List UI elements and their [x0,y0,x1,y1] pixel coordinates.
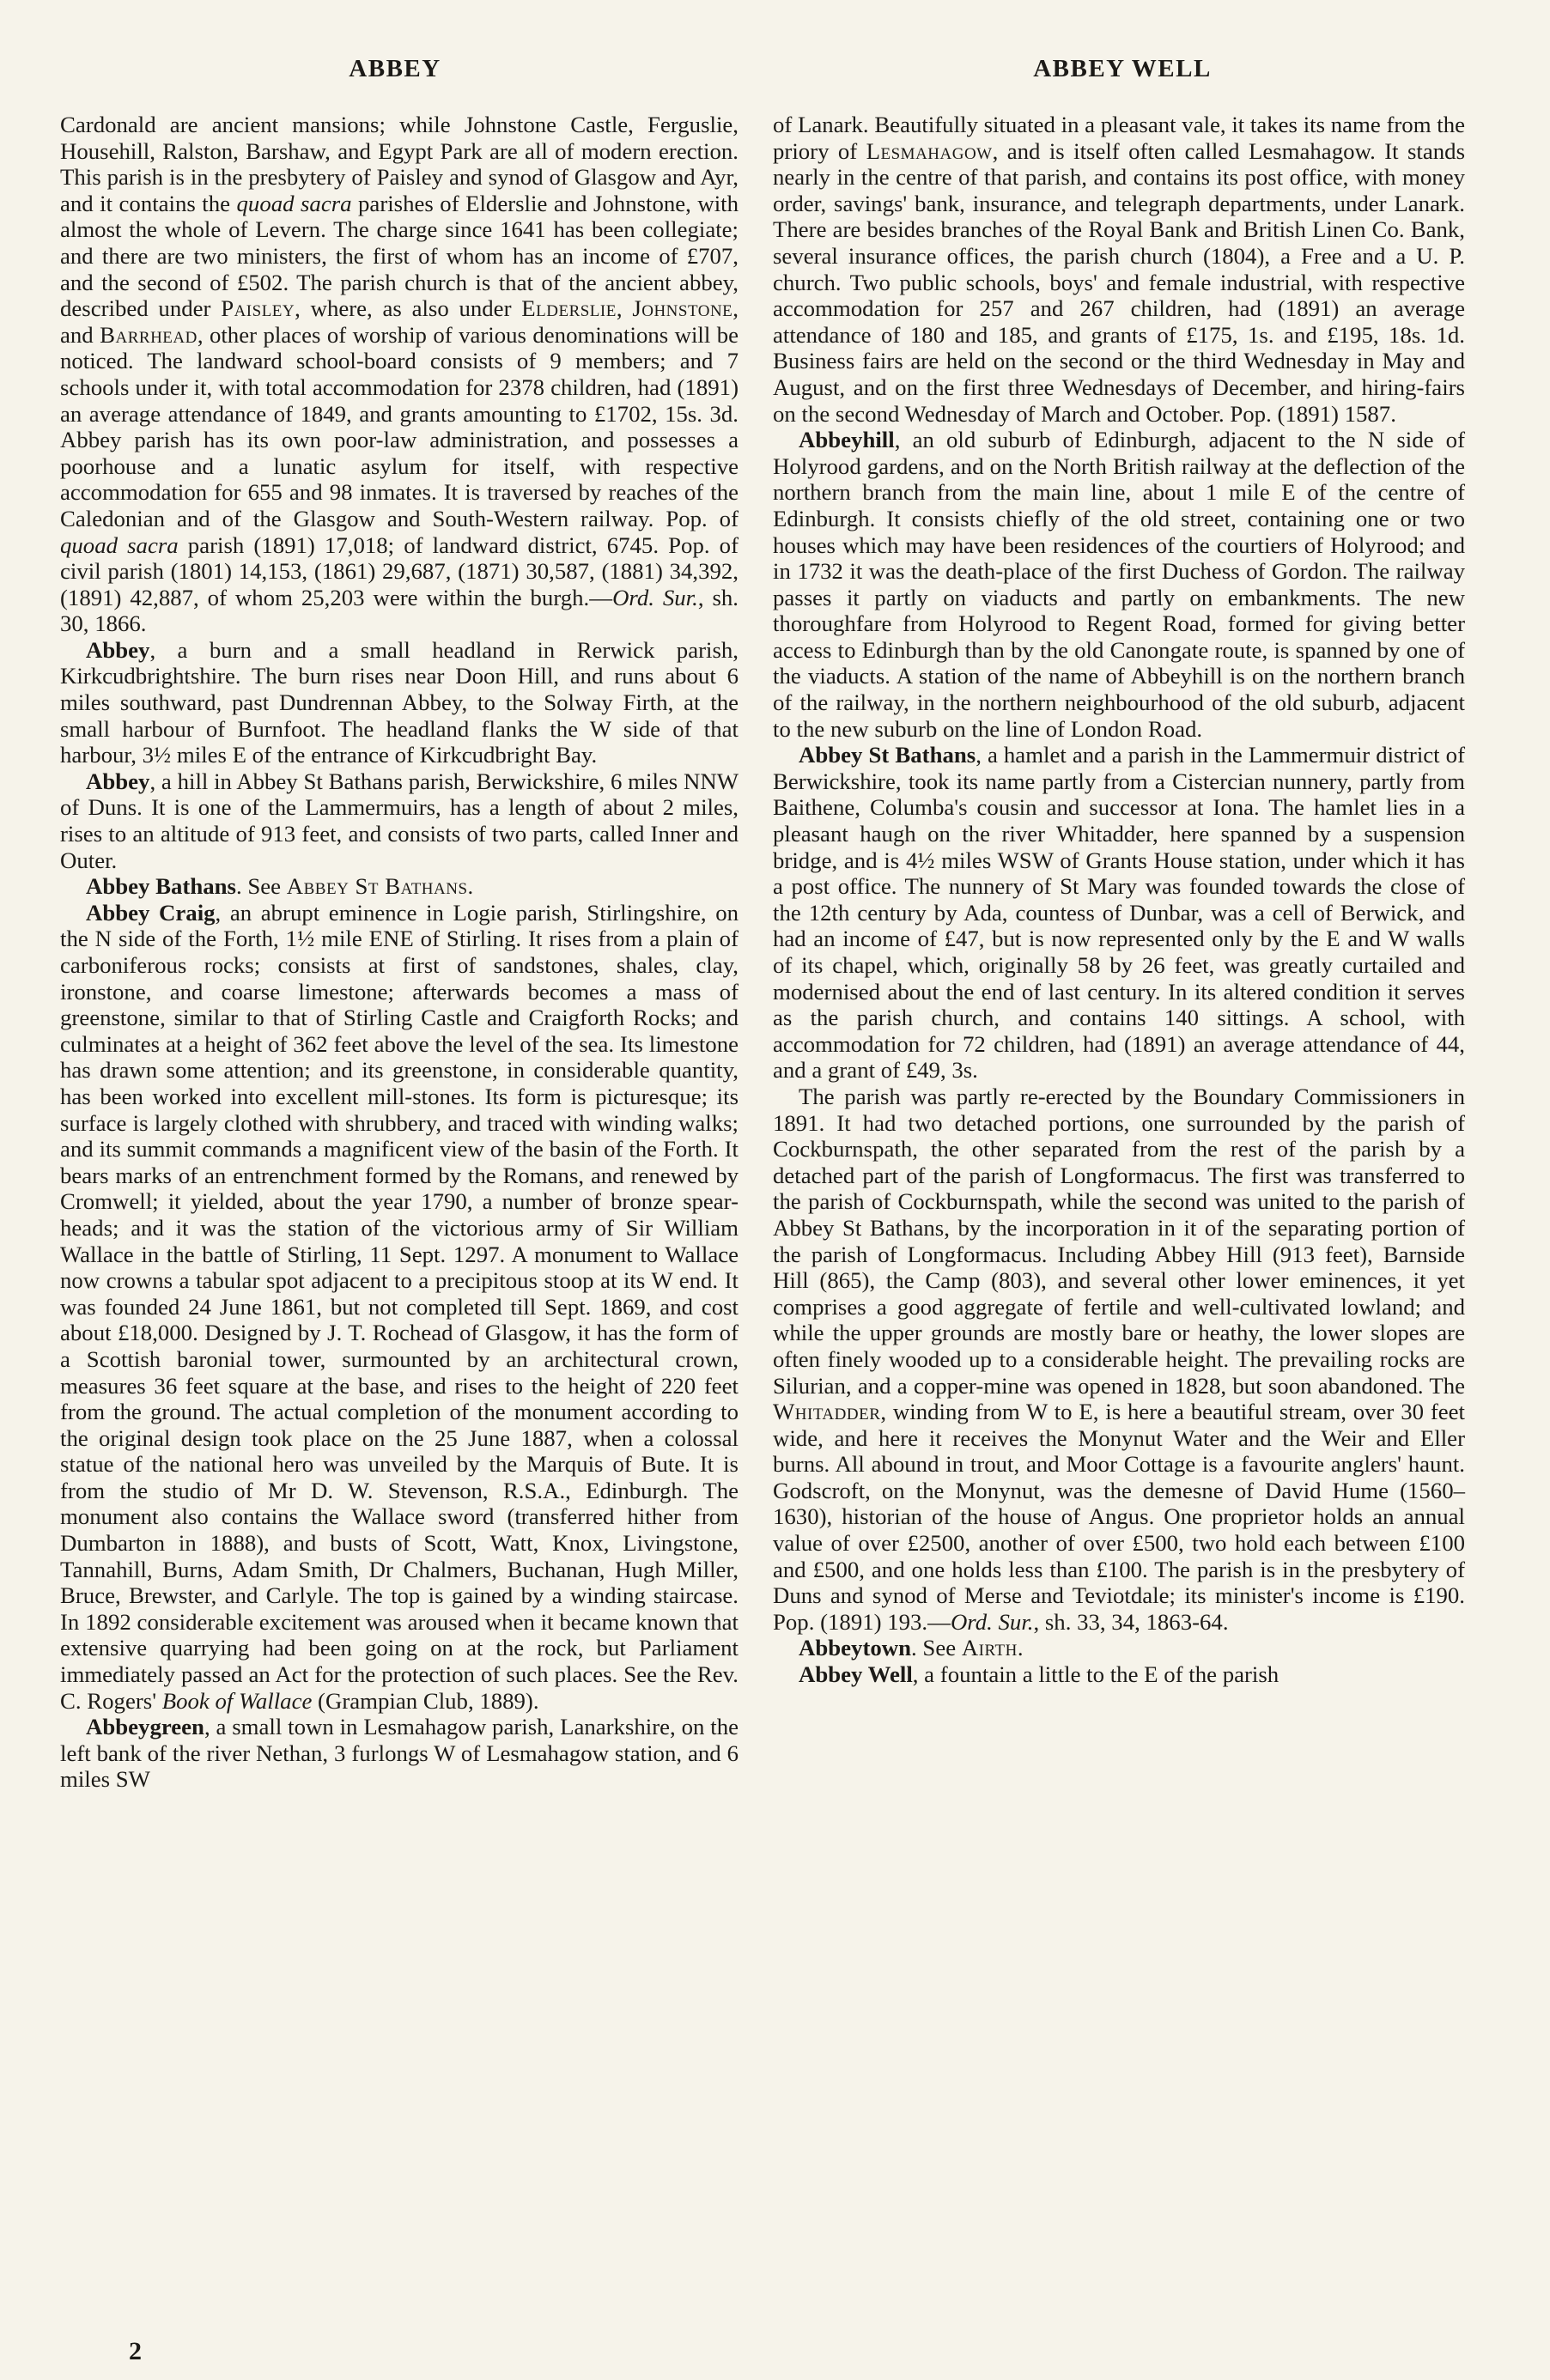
cross-reference: Johnstone [632,295,733,322]
entry-text: . [1017,1635,1024,1661]
entry-text: . See [911,1635,962,1661]
entry-abbeyhill [773,427,1465,742]
entry-headword: Abbeyhill [799,427,895,453]
page-number: 2 [129,2337,142,2365]
entry-text: . See [235,873,287,900]
cross-reference: Abbey St Bathans [286,873,468,900]
entry-abbey-well [773,1661,1465,1688]
entry-text: The parish was partly re-erected by the Boundary Commissioners in 1891. It had two detached portions, one surrounded by the parish of Cockburnspath, the other separated from the rest of the parish by a detached part of the parish of Longformacus. The first was transferred to the parish of Cockburnspath, while the second was united to the parish of Abbey St Bathans, by the incorporation in it of the separating portion of the parish of Longformacus. Including Abbey Hill (913 feet), Barnside Hill (865), the Camp (803), and several other lower eminences, it yet comprises a good aggregate of fertile and well-cultivated lowland; and while the upper grounds are mostly bare or heathy, the lower slopes are often finely wooded up to a considerable height. The prevailing rocks are Silurian, and a copper-mine was opened in 1828, but soon abandoned. The [773,1083,1465,1399]
left-column [60,112,739,1793]
entry-headword: Abbey [86,768,150,794]
cross-reference: Airth [961,1635,1018,1661]
entry-abbey-bathans [60,873,739,900]
entry-abbey-hill [60,768,739,873]
cross-reference: Barrhead [100,321,198,348]
entry-headword: Abbey Well [799,1661,913,1688]
entry-text: , and [60,295,739,348]
entry-text: Cardonald are ancient mansions; while Johnstone Castle, Ferguslie, Househill, Ralston, Barshaw, and Egypt Park are all of modern erection. This parish is in the presbytery of Paisley and synod of Glasgow and Ayr, and it contains the [60,112,739,216]
entry-text: , an old suburb of Edinburgh, adjacent to the N side of Holyrood gardens, and on the North British railway at the deflection of the northern branch from the main line, about 1 mile E of the centre of Edinburgh. It consists chiefly of the old street, containing one or two houses which may have been residences of the courtiers of Holyrood; and in 1732 it was the death-place of the first Duchess of Gordon. The railway passes it partly on viaducts and partly on embankments. The new thoroughfare from Holyrood to Regent Road, formed for giving better access to Edinburgh than by the old Canongate route, is spanned by one of the viaducts. A station of the name of Abbeyhill is on the northern branch of the railway, in the northern neighbourhood of the old suburb, adjacent to the new suburb on the line of London Road. [773,427,1465,742]
entry-abbey-st-bathans [773,742,1465,1084]
italic-text: quoad sacra [236,190,352,216]
entry-text: , an abrupt eminence in Logie parish, Stirlingshire, on the N side of the Forth, 1½ mile ENE of Stirling. It rises from a plain of carboniferous rocks; consists at first of sandstones, shales, clay, ironstone, and coarse limestone; afterwards becomes a mass of greenstone, similar to that of Stirling Castle and Craigforth Rocks; and culminates at a height of 362 feet above the level of the sea. Its limestone has drawn some attention; and its greenstone, in considerable quantity, has been worked into excellent mill-stones. Its form is picturesque; its surface is largely clothed with shrubbery, and traced with winding walks; and its summit commands a magnificent view of the basin of the Forth. It bears marks of an entrenchment formed by the Romans, and renewed by Cromwell; it yielded, about the year 1790, a number of bronze spear-heads; and it was the station of the victorious army of Sir William Wallace in the battle of Stirling, 11 Sept. 1297. A monument to Wallace now crowns a tabular spot adjacent to a precipitous stoop at its W end. It was founded 24 June 1861, but not completed till Sept. 1869, and cost about £18,000. Designed by J. T. Rochead of Glasgow, it has the form of a Scottish baronial tower, surmounted by an architectural crown, measures 36 feet square at the base, and rises to the height of 220 feet from the ground. The actual completion of the monument according to the original design took place on the 25 June 1887, when a colossal statue of the national hero was unveiled by the Marquis of Bute. It is from the studio of Mr D. W. Stevenson, R.S.A., Edinburgh. The monument also contains the Wallace sword (transferred hither from Dumbarton in 1888), and busts of Scott, Watt, Knox, Livingstone, Tannahill, Burns, Adam Smith, Dr Chalmers, Buchanan, Hugh Miller, Bruce, Brewster, and Carlyle. The top is gained by a winding staircase. In 1892 considerable excitement was aroused when it became known that extensive quarrying had been going on at the rock, but Parliament immediately passed an Act for the protection of such places. See the Rev. C. Rogers' [60,899,739,1714]
italic-text: Book of Wallace [161,1687,313,1714]
entry-text: (Grampian Club, 1889). [312,1687,539,1714]
entry-text: , other places of worship of various denominations will be noticed. The landward school-board consists of 9 members; and 7 schools under it, with total accommodation for 2378 children, had (1891) an average attendance of 1849, and grants amounting to £1702, 15s. 3d. Abbey parish has its own poor-law administration, and possesses a poorhouse and a lunatic asylum for itself, with respective accommodation for 655 and 98 inmates. It is traversed by reaches of the Caledonian and of the Glasgow and South-Western railway. Pop. of [60,321,739,531]
cross-reference: Whitadder [773,1399,881,1425]
entry-text: , where, as also under [295,295,522,322]
entry-headword: Abbey Bathans [86,873,236,900]
entry-abbey-st-bathans-parish [773,1084,1465,1635]
entry-headword: Abbey [86,636,150,663]
cross-reference: Lesmahagow [866,137,993,164]
entry-abbey-burn [60,637,739,768]
entry-text: , and is itself often called Lesmahagow. It stands nearly in the centre of that parish, and contains its post office, with money order, savings' bank, insurance, and telegraph departments, under Lanark. There are besides branches of the Royal Bank and British Linen Co. Bank, several insurance offices, the parish church (1804), a Free and a U. P. church. Two public schools, boys' and female industrial, with respective accommodation for 257 and 267 children, had (1891) an average attendance of 180 and 185, and grants of £175, 1s. and £195, 18s. 1d. Business fairs are held on the second or the third Wednesday in May and August, and on the first three Wednesdays of December, and hiring-fairs on the second Wednesday of March and October. Pop. (1891) 1587. [773,137,1465,427]
right-column [773,112,1465,1688]
entry-text: , [616,295,633,322]
entry-headword: Abbey Craig [86,899,216,926]
entry-text: . [467,873,474,900]
cross-reference: Paisley [221,295,295,322]
entry-abbeytown [773,1635,1465,1661]
entry-text: , a hill in Abbey St Bathans parish, Berwickshire, 6 miles NNW of Duns. It is one of the Lammermuirs, has a length of about 2 miles, rises to an altitude of 913 feet, and consists of two parts, called Inner and Outer. [60,768,739,873]
entry-abbey-parish-cont [60,112,739,637]
entry-text: , sh. 30, 1866. [60,584,739,637]
entry-text: of Lanark. Beautifully situated in a pleasant vale, it takes its name from the priory of [773,112,1465,164]
entry-text: , a small town in Lesmahagow parish, Lanarkshire, on the left bank of the river Nethan, 3 furlongs W of Lesmahagow station, and 6 miles SW [60,1714,739,1793]
cross-reference: Elderslie [521,295,617,322]
running-head-left: ABBEY [349,55,441,82]
entry-headword: Abbeygreen [86,1714,204,1740]
entry-abbey-craig [60,900,739,1714]
entry-headword: Abbey St Bathans [799,742,976,768]
entry-text: , winding from W to E, is here a beautiful stream, over 30 feet wide, and here it receives the Monynut Water and the Weir and Eller burns. All abound in trout, and Moor Cottage is a favourite anglers' haunt. Godscroft, on the Monynut, was the demesne of David Hume (1560–1630), historian of the house of Angus. One proprietor holds an annual value of over £2500, another of over £500, two hold each between £100 and £500, and one holds less than £100. The parish is in the presbytery of Duns and synod of Merse and Teviotdale; its minister's income is £190. Pop. (1891) 193.— [773,1399,1465,1635]
italic-text: Ord. Sur. [612,584,698,610]
entry-text: , a hamlet and a parish in the Lammermuir district of Berwickshire, took its name partly from a Cistercian nunnery, partly from Baithene, Columba's cousin and successor at Iona. The hamlet lies in a pleasant haugh on the river Whitadder, here spanned by a suspension bridge, and is 4½ miles WSW of Grants House station, under which it has a post office. The nunnery of St Mary was founded towards the close of the 12th century by Ada, countess of Dunbar, was a cell of Berwick, and had an income of £47, but is now represented only by the E and W walls of its chapel, which, originally 58 by 26 feet, was greatly curtailed and modernised about the end of last century. In its altered condition it serves as the parish church, and contains 140 sittings. A school, with accommodation for 72 children, had (1891) an average attendance of 44, and a grant of £49, 3s. [773,742,1466,1084]
entry-text: , sh. 33, 34, 1863-64. [1033,1608,1229,1635]
running-head-right: ABBEY WELL [1033,55,1212,82]
entry-text: , a fountain a little to the E of the parish [912,1661,1280,1688]
italic-text: quoad sacra [60,531,179,558]
entry-text: parishes of Elderslie and Johnstone, with almost the whole of Levern. The charge since 1641 has been collegiate; and there are two ministers, the first of whom has an income of £707, and the second of £502. The parish church is that of the ancient abbey, described under [60,190,739,322]
entry-abbeygreen-cont [773,112,1465,427]
entry-text: , a burn and a small headland in Rerwick parish, Kirkcudbrightshire. The burn rises near Doon Hill, and runs about 6 miles southward, past Dundrennan Abbey, to the Solway Firth, at the small harbour of Burnfoot. The headland flanks the W side of that harbour, 3½ miles E of the entrance of Kirkcudbright Bay. [60,636,739,768]
entry-abbeygreen [60,1714,739,1793]
entry-text: parish (1891) 17,018; of landward district, 6745. Pop. of civil parish (1801) 14,153, (1861) 29,687, (1871) 30,587, (1881) 34,392, (1891) 42,887, of whom 25,203 were within the burgh.— [60,531,739,610]
entry-headword: Abbeytown [799,1635,912,1661]
italic-text: Ord. Sur. [950,1608,1034,1635]
